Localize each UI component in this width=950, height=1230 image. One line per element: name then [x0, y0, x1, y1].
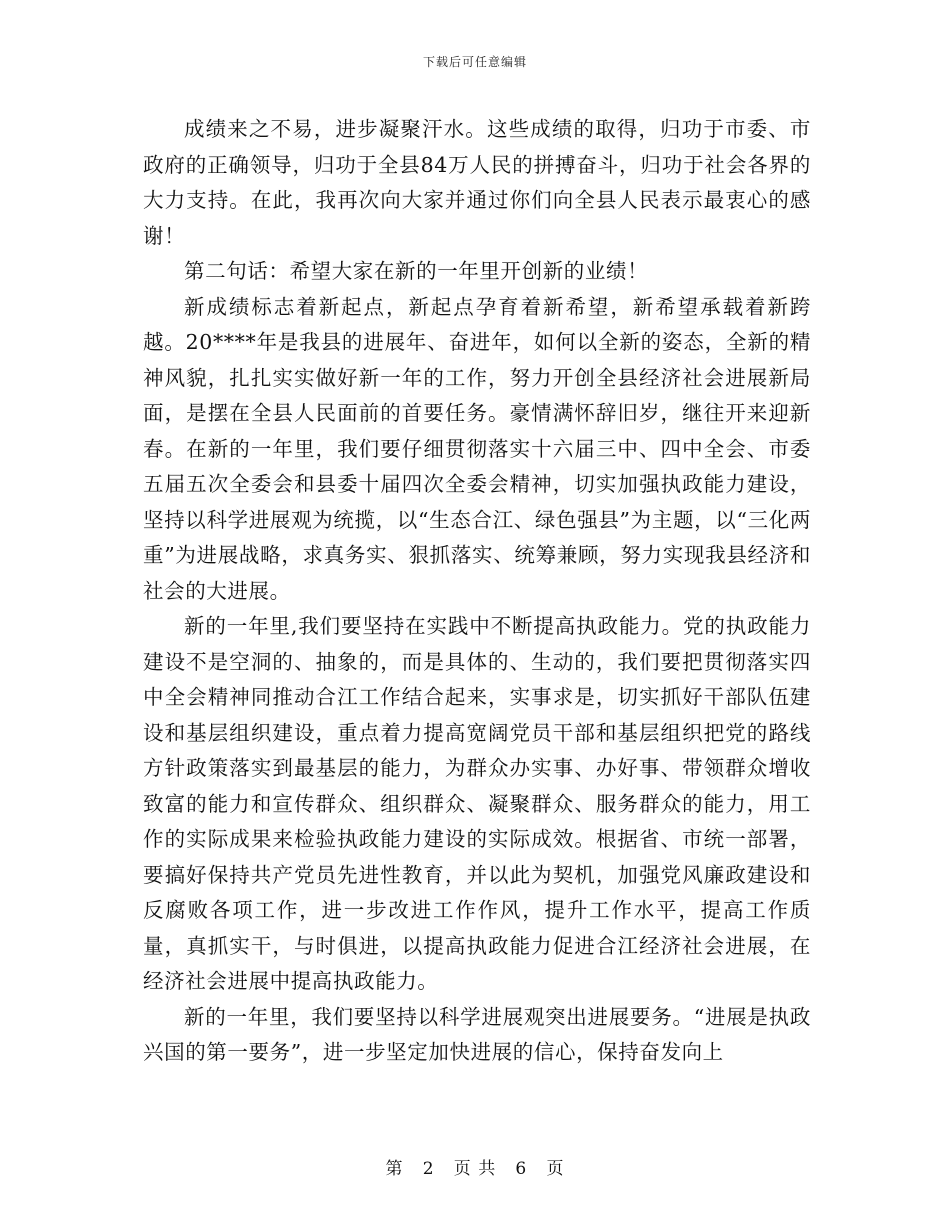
body-paragraph: 成绩来之不易，进步凝聚汗水。这些成绩的取得，归功于市委、市政府的正确领导，归功于全县84万人民的拼搏奋斗，归功于社会各界的大力支持。在此，我再次向大家并通过你们向全县人民表示最衷心的感谢！	[143, 117, 811, 248]
page-suffix: 页	[546, 1159, 565, 1179]
page-middle-text: 页 共	[453, 1159, 497, 1179]
section-heading-second-sentence: 第二句话：希望大家在新的一年里开创新的业绩！	[184, 259, 649, 283]
body-paragraph: 新的一年里,我们要坚持在实践中不断提高执政能力。党的执政能力建设不是空洞的、抽象的，而是具体的、生动的，我们要把贯彻落实四中全会精神同推动合江工作结合起来，实事求是，切实抓好干部队伍建设和基层组织建设，重点着力提高宽阔党员干部和基层组织把党的路线方针政策落实到最基层的能力，为群众办实事、办好事、带领群众增收致富的能力和宣传群众、组织群众、凝聚群众、服务群众的能力，用工作的实际成果来检验执政能力建设的实际成效。根据省、市统一部署，要搞好保持共产党员先进性教育，并以此为契机，加强党风廉政建设和反腐败各项工作，进一步改进工作作风，提升工作水平，提高工作质量，真抓实干，与时俱进，以提高执政能力促进合江经济社会进展，在经济社会进展中提高执政能力。	[143, 614, 811, 993]
total-pages-number: 6	[515, 1159, 528, 1179]
page-prefix: 第	[385, 1159, 404, 1179]
header-note: 下载后可任意编辑	[422, 55, 527, 69]
page-footer	[0, 1154, 950, 1179]
body-paragraph: 新的一年里，我们要坚持以科学进展观突出进展要务。“进展是执政兴国的第一要务”，进一步坚定加快进展的信心，保持奋发向上	[143, 1004, 811, 1064]
current-page-number: 2	[422, 1159, 435, 1179]
page-header	[0, 53, 950, 70]
document-body	[143, 112, 811, 1071]
body-paragraph: 新成绩标志着新起点，新起点孕育着新希望，新希望承载着新跨越。20****年是我县的进展年、奋进年，如何以全新的姿态，全新的精神风貌，扎扎实实做好新一年的工作，努力开创全县经济社会进展新局面，是摆在全县人民面前的首要任务。豪情满怀辞旧岁，继往开来迎新春。在新的一年里，我们要仔细贯彻落实十六届三中、四中全会、市委五届五次全委会和县委十届四次全委会精神，切实加强执政能力建设，坚持以科学进展观为统揽，以“生态合江、绿色强县”为主题，以“三化两重”为进展战略，求真务实、狠抓落实、统筹兼顾，努力实现我县经济和社会的大进展。	[143, 294, 811, 603]
